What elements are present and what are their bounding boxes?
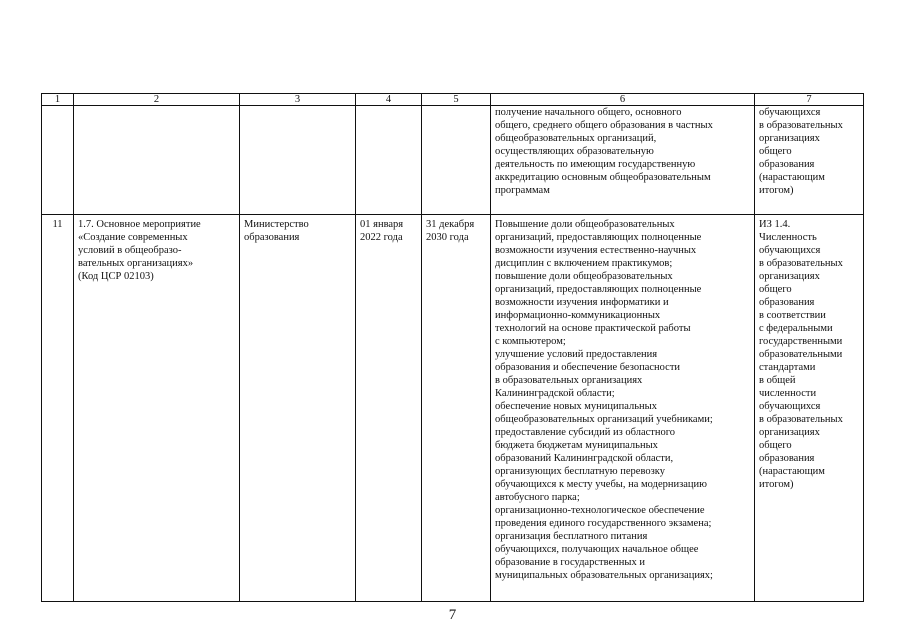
executor-cell: Министерство образования bbox=[240, 214, 356, 601]
header-col-4: 4 bbox=[356, 94, 422, 106]
header-col-3: 3 bbox=[240, 94, 356, 106]
header-col-2: 2 bbox=[74, 94, 240, 106]
end-date-cell bbox=[422, 106, 491, 215]
end-date-cell: 31 декабря 2030 года bbox=[422, 214, 491, 601]
start-date-cell bbox=[356, 106, 422, 215]
header-col-1: 1 bbox=[42, 94, 74, 106]
event-name-cell: 1.7. Основное мероприятие «Создание современных условий в общеобразо- вательных организациях» (Код ЦСР 02103) bbox=[74, 214, 240, 601]
indicator-cell: обучающихся в образовательных организациях общего образования (нарастающим итогом) bbox=[755, 106, 864, 215]
table-header-row bbox=[42, 94, 864, 106]
table-row bbox=[42, 214, 864, 601]
result-cell: Повышение доли общеобразовательных организаций, предоставляющих полноценные возможности изучения естественно-научных дисциплин с включением практикумов; повышение доли общеобразовательных организаций, предоставляющих полноценные возможности изучения информатики и информационно-коммуникационных технологий на основе практической работы с компьютером; улучшение условий предоставления образования и обеспечение безопасности в образовательных организациях Калининградской области; обеспечение новых муниципальных общеобразовательных организаций учебниками; предоставление субсидий из областного бюджета бюджетам муниципальных образований Калининградской области, организующих бесплатную перевозку обучающихся к месту учебы, на модернизацию автобусного парка; организационно-технологическое обеспечение проведения единого государственного экзамена; организация бесплатного питания обучающихся, получающих начальное общее образование в государственных и муниципальных образовательных организациях; bbox=[491, 214, 755, 601]
row-number-cell bbox=[42, 106, 74, 215]
indicator-cell: ИЗ 1.4. Численность обучающихся в образовательных организациях общего образования в соответствии с федеральными государственными образовательными стандартами в общей численности обучающихся в образовательных организациях общего образования (нарастающим итогом) bbox=[755, 214, 864, 601]
row-number-cell: 11 bbox=[42, 214, 74, 601]
event-name-cell bbox=[74, 106, 240, 215]
page-number: 7 bbox=[448, 607, 457, 623]
executor-cell bbox=[240, 106, 356, 215]
plan-table bbox=[41, 93, 864, 602]
result-cell: получение начального общего, основного общего, среднего общего образования в частных общеобразовательных организаций, осуществляющих образовательную деятельность по имеющим государственную аккредитацию основным общеобразовательным программам bbox=[491, 106, 755, 215]
header-col-5: 5 bbox=[422, 94, 491, 106]
header-col-7: 7 bbox=[755, 94, 864, 106]
start-date-cell: 01 января 2022 года bbox=[356, 214, 422, 601]
header-col-6: 6 bbox=[491, 94, 755, 106]
table-row bbox=[42, 106, 864, 215]
